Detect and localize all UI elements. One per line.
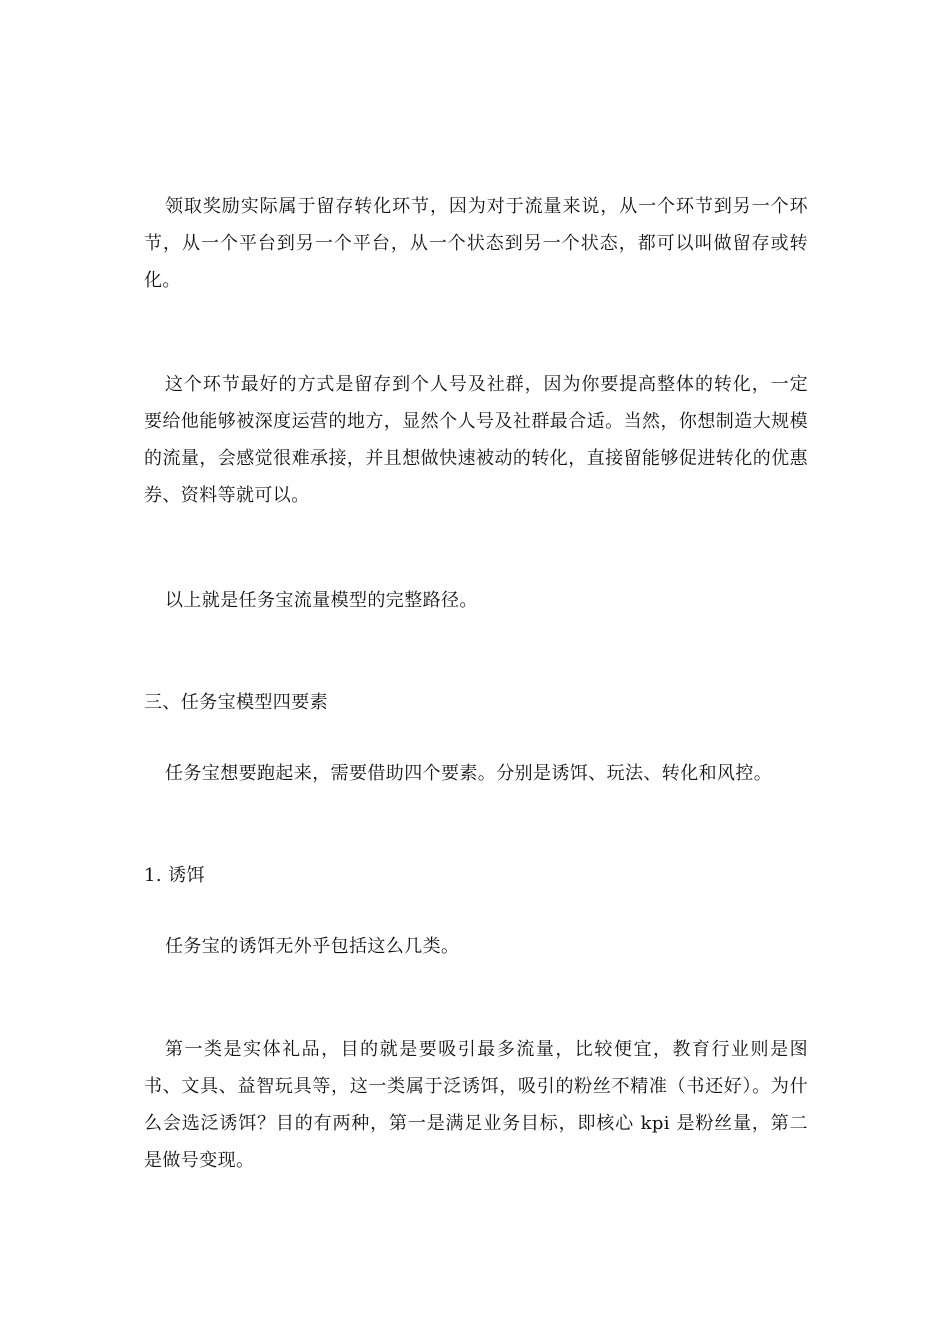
paragraph-bait-types: 任务宝的诱饵无外乎包括这么几类。 (165, 936, 460, 957)
paragraph-four-elements: 任务宝想要跑起来，需要借助四个要素。分别是诱饵、玩法、转化和风控。 (165, 763, 773, 784)
paragraph-physical-gifts: 第一类是实体礼品，目的就是要吸引最多流量，比较便宜，教育行业则是图书、文具、益智玩具等，这一类属于泛诱饵，吸引的粉丝不精准（书还好）。为什么会选泛诱饵？目的有两种，第一是满足业务目标，即核心 kpi 是粉丝量，第二是做号变现。 (144, 1039, 808, 1171)
section-heading: 三、任务宝模型四要素 (144, 692, 328, 713)
paragraph-reward-retention: 领取奖励实际属于留存转化环节，因为对于流量来说，从一个环节到另一个环节，从一个平台到另一个平台，从一个状态到另一个状态，都可以叫做留存或转化。 (144, 196, 808, 291)
paragraph-model-summary: 以上就是任务宝流量模型的完整路径。 (165, 590, 478, 611)
paragraph-retention-method: 这个环节最好的方式是留存到个人号及社群，因为你要提高整体的转化，一定要给他能够被深度运营的地方，显然个人号及社群最合适。当然，你想制造大规模的流量，会感觉很难承接，并且想做快速被动的转化，直接留能够促进转化的优惠券、资料等就可以。 (144, 374, 808, 506)
subheading-bait: 1. 诱饵 (144, 865, 205, 886)
